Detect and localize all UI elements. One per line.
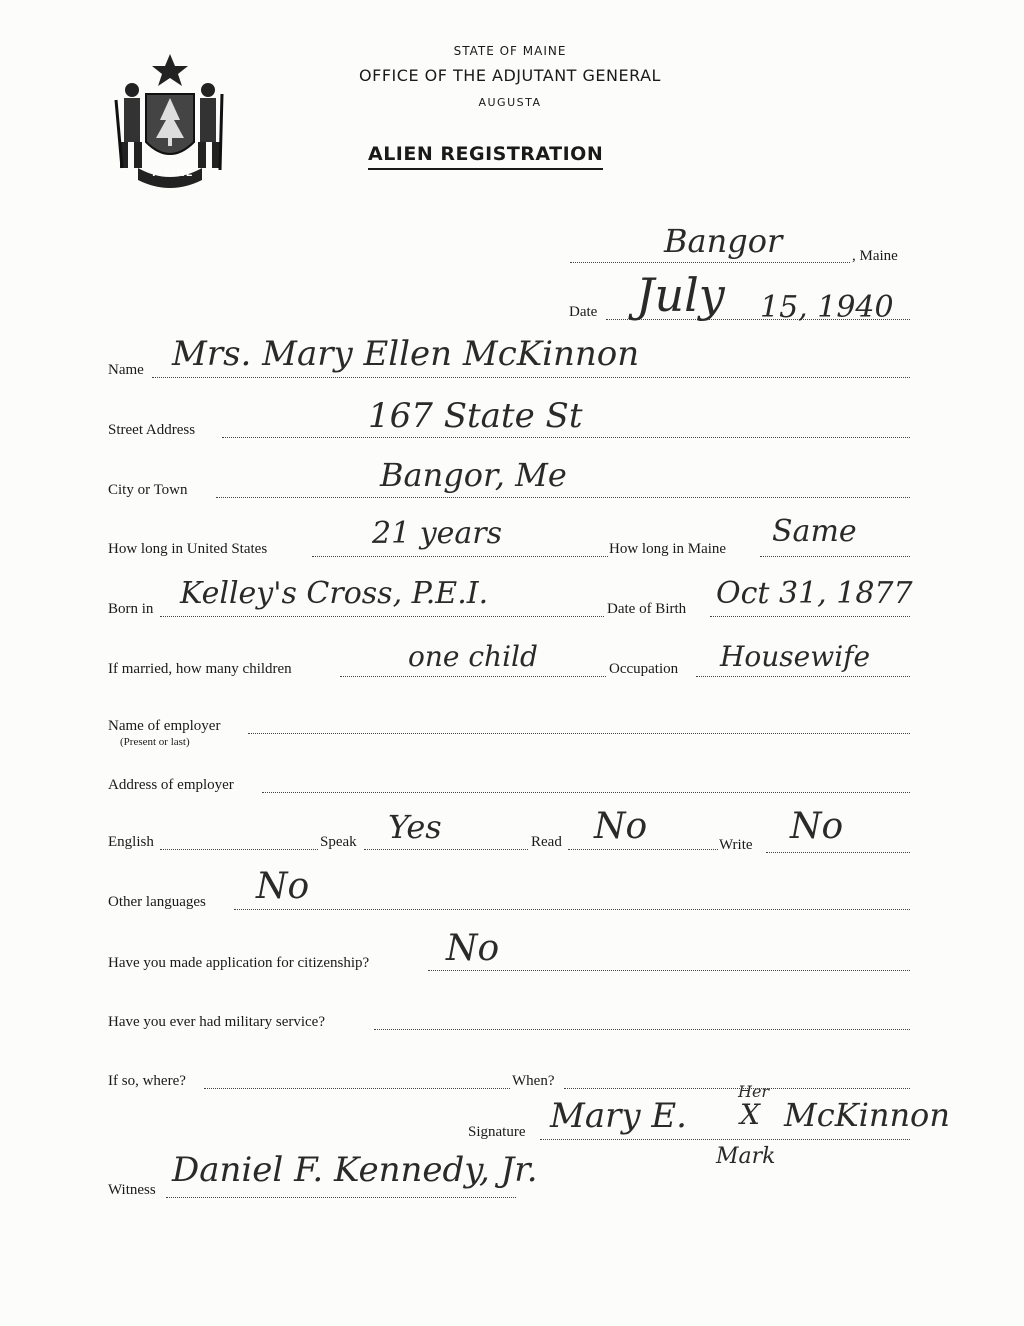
- citizenship-line: [428, 970, 910, 971]
- english-line: [160, 849, 318, 850]
- children-label: If married, how many children: [108, 661, 292, 677]
- signature-line: [540, 1139, 910, 1140]
- city-label: City or Town: [108, 482, 188, 498]
- other-languages-line: [234, 909, 910, 910]
- read-label: Read: [531, 834, 562, 850]
- speak-value: Yes: [388, 808, 442, 846]
- signature-her-value: Her: [738, 1082, 770, 1101]
- name-value: Mrs. Mary Ellen McKinnon: [172, 334, 640, 374]
- english-label: English: [108, 834, 154, 850]
- employer-name-line: [248, 733, 910, 734]
- read-line: [568, 849, 718, 850]
- date-label: Date: [569, 304, 598, 320]
- occupation-value: Housewife: [720, 640, 871, 673]
- place-value: Bangor: [664, 222, 783, 260]
- where-label: If so, where?: [108, 1073, 186, 1089]
- born-in-line: [160, 616, 604, 617]
- date-of-birth-value: Oct 31, 1877: [716, 576, 913, 611]
- born-in-value: Kelley's Cross, P.E.I.: [180, 576, 489, 611]
- citizenship-label: Have you made application for citizenship?: [108, 955, 370, 971]
- when-label: When?: [512, 1073, 555, 1089]
- maine-label: , Maine: [852, 248, 898, 264]
- city-value: Bangor, Me: [380, 456, 567, 494]
- employer-note: (Present or last): [120, 736, 190, 748]
- street-label: Street Address: [108, 422, 196, 438]
- other-languages-label: Other languages: [108, 894, 206, 910]
- witness-label: Witness: [108, 1182, 156, 1198]
- date-of-birth-label: Date of Birth: [607, 601, 687, 617]
- citizenship-value: No: [446, 928, 500, 969]
- signature-name-value: Mary E.: [550, 1096, 687, 1136]
- occupation-line: [696, 676, 910, 677]
- witness-line: [166, 1197, 516, 1198]
- witness-value: Daniel F. Kennedy, Jr.: [172, 1150, 538, 1190]
- office-heading: OFFICE OF THE ADJUTANT GENERAL: [359, 66, 661, 85]
- write-line: [766, 852, 910, 853]
- write-label: Write: [719, 837, 753, 853]
- read-value: No: [594, 806, 648, 847]
- form-title: ALIEN REGISTRATION: [368, 143, 603, 170]
- employer-name-label: Name of employer: [108, 718, 221, 734]
- city-line: [216, 497, 910, 498]
- signature-label: Signature: [468, 1124, 526, 1140]
- how-long-maine-label: How long in Maine: [609, 541, 727, 557]
- military-label: Have you ever had military service?: [108, 1014, 325, 1030]
- employer-address-label: Address of employer: [108, 777, 234, 793]
- write-value: No: [790, 806, 844, 847]
- date-of-birth-line: [710, 616, 910, 617]
- seal-text: MAINE: [152, 168, 194, 179]
- military-line: [374, 1029, 910, 1030]
- signature-mark-value: Mark: [716, 1144, 776, 1169]
- how-long-maine-line: [760, 556, 910, 557]
- other-languages-value: No: [256, 866, 310, 907]
- date-day-year-value: 15, 1940: [760, 290, 894, 325]
- maine-state-seal-icon: [108, 50, 232, 190]
- state-heading: STATE OF MAINE: [453, 44, 567, 58]
- name-line: [152, 377, 910, 378]
- when-line: [564, 1088, 910, 1089]
- how-long-us-value: 21 years: [372, 516, 503, 551]
- how-long-maine-value: Same: [772, 514, 857, 549]
- city-heading: AUGUSTA: [478, 96, 542, 109]
- born-in-label: Born in: [108, 601, 154, 617]
- how-long-us-line: [312, 556, 608, 557]
- signature-surname-value: McKinnon: [784, 1096, 950, 1134]
- where-line: [204, 1088, 510, 1089]
- speak-label: Speak: [320, 834, 357, 850]
- signature-x-value: X: [740, 1098, 760, 1131]
- speak-line: [364, 849, 528, 850]
- street-line: [222, 437, 910, 438]
- how-long-us-label: How long in United States: [108, 541, 268, 557]
- date-month-value: July: [636, 268, 725, 322]
- place-line: [570, 262, 850, 263]
- name-label: Name: [108, 362, 144, 378]
- children-value: one child: [408, 640, 538, 673]
- street-value: 167 State St: [368, 396, 583, 436]
- children-line: [340, 676, 606, 677]
- employer-address-line: [262, 792, 910, 793]
- occupation-label: Occupation: [609, 661, 679, 677]
